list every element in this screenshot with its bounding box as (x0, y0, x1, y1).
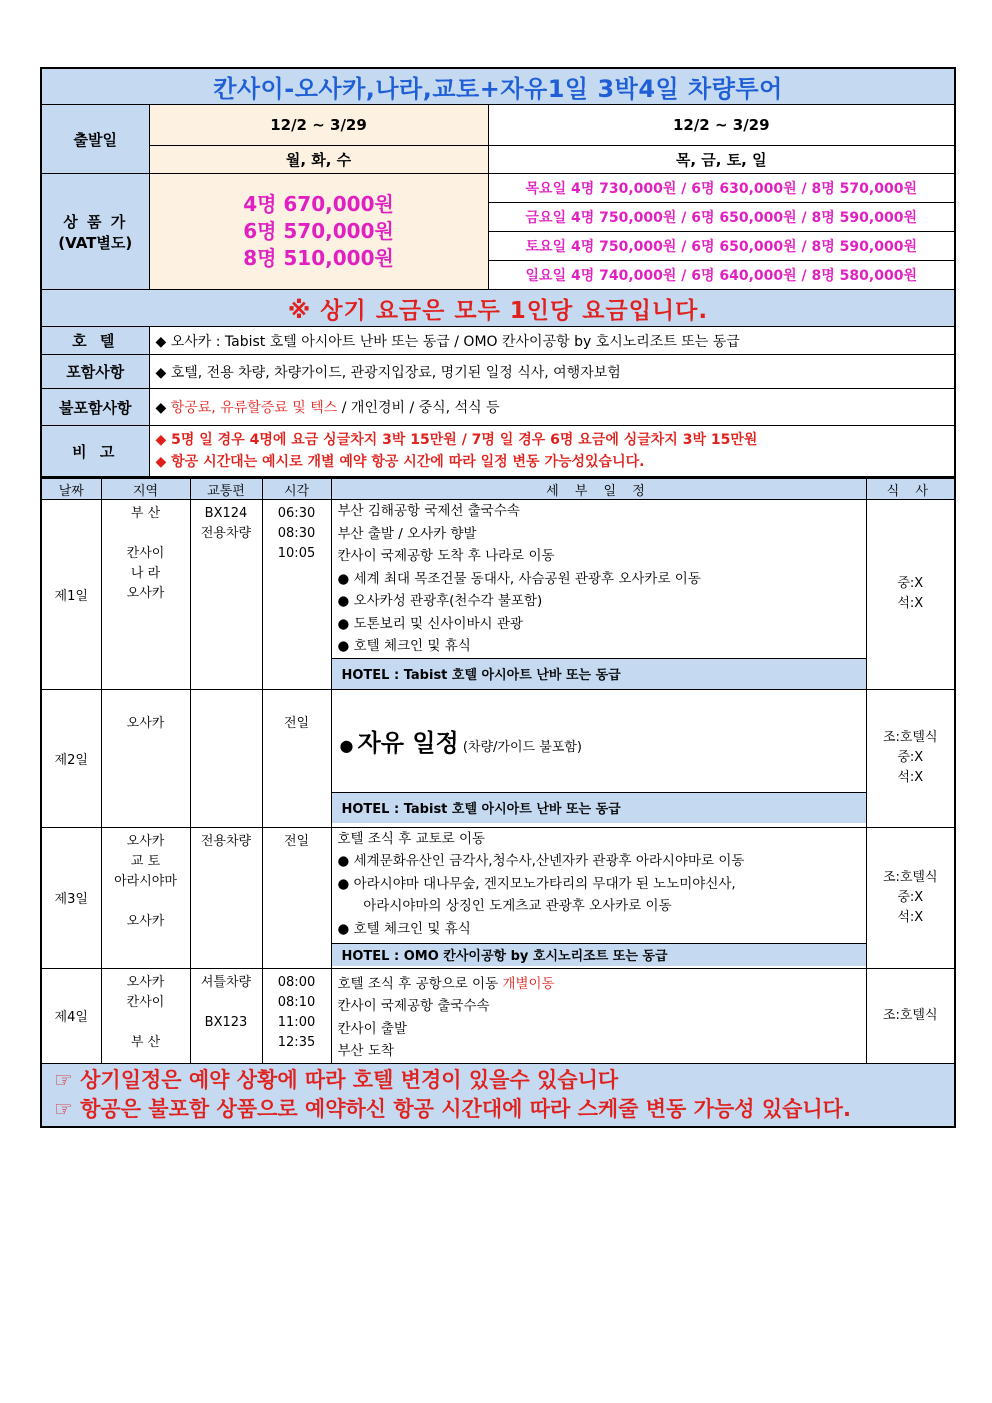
region-line: 오사카 (126, 586, 165, 601)
meal-line: 중:X (897, 750, 924, 765)
region-line: 오사카 (126, 833, 165, 849)
day-3-region (101, 827, 190, 968)
transport-line: 셔틀차량 (200, 974, 252, 990)
schedule-line: ● 세계문화유산인 금각사,청수사,산넨자카 관광후 아라시야마로 이동 (337, 853, 745, 869)
time-line: 08:10 (277, 994, 316, 1010)
region-line: 교 토 (130, 853, 161, 869)
schedule-line: ● 세계 최대 목조건물 동대사, 사슴공원 관광후 오사카로 이동 (337, 570, 701, 587)
meal-line: 석:X (897, 909, 924, 925)
remark-2: ◆ 항공 시간대는 예시로 개별 예약 항공 시간에 따라 일정 변동 가능성있습니다. (155, 454, 645, 470)
schedule-line: 부산 출발 / 오사카 향발 (337, 525, 477, 542)
table-row (41, 968, 955, 1063)
day-2-hotel: HOTEL : Tabist 호텔 아시아트 난바 또는 동급 (332, 792, 866, 823)
schedule-line (338, 973, 866, 996)
price-label-1: 상 품 가 (63, 212, 128, 231)
price-weekday-8: 8명 510,000원 (243, 246, 394, 270)
day-2-label: 제2일 (41, 689, 101, 827)
day-4-schedule (331, 968, 866, 1063)
header-region: 지역 (101, 479, 190, 500)
region-line: 오사카 (126, 974, 165, 990)
hotel-text: ◆ 오사카 : Tabist 호텔 아시아트 난바 또는 동급 / OMO 칸사이공항 by 호시노리조트 또는 동급 (149, 327, 955, 355)
meal-line: 석:X (897, 770, 924, 785)
schedule-line: ● 호텔 체크인 및 휴식 (337, 920, 471, 937)
excluded-text (149, 389, 955, 426)
time-line: 11:00 (277, 1014, 316, 1030)
region-line: 부 산 (130, 506, 161, 521)
day-4-meals (866, 968, 955, 1063)
region-line: 칸사이 (126, 994, 165, 1010)
header-meal: 식 사 (866, 479, 955, 500)
footer-note-1: ☞ 상기일정은 예약 상황에 따라 호텔 변경이 있을수 있습니다 (54, 1067, 619, 1092)
meal-line: 조:호텔식 (882, 1007, 938, 1023)
schedule-line: 부산 도착 (337, 1043, 394, 1059)
departure-label: 출발일 (41, 105, 149, 174)
schedule-line: 아라시야마의 상징인 도게츠교 관광후 오사카로 이동 (337, 898, 672, 914)
region-line: 오사카 (126, 913, 165, 929)
time-line: 12:35 (277, 1034, 316, 1050)
schedule-line: ● 호텔 체크인 및 휴식 (337, 638, 471, 654)
day-1-schedule (331, 500, 866, 690)
footer-notes (41, 1063, 955, 1127)
day-3-label: 제3일 (41, 827, 101, 968)
meal-line: 조:호텔식 (882, 730, 938, 745)
day-3-hotel: HOTEL : OMO 칸사이공항 by 호시노리조트 또는 동급 (332, 943, 866, 966)
time-line: 06:30 (277, 506, 316, 521)
header-time: 시각 (262, 479, 331, 500)
day-1-time (262, 500, 331, 690)
departure-date-2: 12/2 ~ 3/29 (488, 105, 955, 146)
schedule-line: ● 오사카성 관광후(천수각 불포함) (337, 593, 543, 609)
meal-line: 중:X (897, 576, 924, 592)
day-3-transport (190, 827, 262, 968)
day-2-meals (866, 689, 955, 827)
itinerary-header (41, 479, 955, 500)
schedule-line: 칸사이 국제공항 출국수속 (337, 998, 490, 1014)
free-schedule (332, 690, 866, 793)
region-line: 나 라 (130, 566, 161, 581)
price-weekday-6: 6명 570,000원 (243, 219, 394, 243)
day-1-region (101, 500, 190, 690)
day-3-meals (866, 827, 955, 968)
price-label (41, 174, 149, 290)
region-line (102, 1013, 190, 1033)
excluded-label: 불포함사항 (41, 389, 149, 426)
region-line (102, 892, 190, 912)
transport-line: 전용차량 (200, 833, 252, 849)
header-date: 날짜 (41, 479, 101, 500)
schedule-line: 칸사이 출발 (337, 1020, 407, 1037)
price-weekday-4: 4명 670,000원 (243, 192, 394, 216)
day-2-schedule (331, 689, 866, 827)
excluded-rest: / 개인경비 / 중식, 석식 등 (337, 400, 500, 416)
remark-1: ◆ 5명 일 경우 4명에 요금 싱글차지 3박 15만원 / 7명 일 경우 6명 요금에 싱글차지 3박 15만원 (155, 432, 758, 448)
schedule-line: 칸사이 국제공항 도착 후 나라로 이동 (337, 548, 555, 564)
price-sun: 일요일 4명 740,000원 / 6명 640,000원 / 8명 580,000원 (488, 261, 955, 290)
table-row (41, 500, 955, 690)
remarks-label: 비 고 (41, 426, 149, 478)
day-2-time: 전일 (262, 689, 331, 827)
time-line: 08:00 (277, 974, 316, 990)
free-note: (차량/가이드 불포함) (462, 740, 582, 755)
transport-line (191, 1033, 262, 1053)
day-4-time (262, 968, 331, 1063)
price-label-2: (VAT별도) (58, 233, 133, 252)
header-schedule: 세 부 일 정 (331, 479, 866, 500)
transport-line: BX124 (204, 506, 248, 521)
day-2-region: 오사카 (101, 689, 190, 827)
schedule-line: ● 도톤보리 및 신사이바시 관광 (337, 615, 523, 632)
time-line: 08:30 (277, 526, 316, 541)
day-1-label: 제1일 (41, 500, 101, 690)
time-line: 10:05 (277, 546, 316, 561)
meal-line: 중:X (897, 889, 924, 905)
day-2-transport (190, 689, 262, 827)
day-4-region (101, 968, 190, 1063)
page-title: 칸사이-오사카,나라,교토+자유1일 3박4일 차량투어 (41, 68, 955, 105)
included-label: 포함사항 (41, 355, 149, 389)
remarks-text (149, 426, 955, 478)
departure-days-1: 월, 화, 수 (149, 146, 488, 174)
per-person-notice: ※ 상기 요금은 모두 1인당 요금입니다. (41, 290, 955, 327)
meal-line: 석:X (897, 596, 924, 612)
region-line (102, 524, 190, 544)
excluded-red: 항공료, 유류할증료 및 텍스 (170, 400, 338, 416)
transport-line (191, 993, 262, 1013)
schedule-line: 호텔 조식 후 교토로 이동 (337, 830, 486, 847)
transport-line: BX123 (204, 1014, 248, 1030)
region-line: 부 산 (130, 1034, 161, 1050)
time-line: 전일 (283, 833, 310, 849)
individual-move: 개별이동 (502, 975, 555, 992)
region-line: 아라시야마 (114, 873, 177, 889)
day-1-transport (190, 500, 262, 690)
hotel-label: 호 텔 (41, 327, 149, 355)
price-sat: 토요일 4명 750,000원 / 6명 650,000원 / 8명 590,000원 (488, 232, 955, 261)
free-title: 자유 일정 (357, 729, 459, 757)
itinerary-table (40, 478, 956, 1128)
day-3-schedule (331, 827, 866, 968)
region-line: 칸사이 (126, 546, 165, 561)
day-3-time (262, 827, 331, 968)
included-text: ◆ 호텔, 전용 차량, 차량가이드, 관광지입장료, 명기된 일정 식사, 여행자보험 (149, 355, 955, 389)
price-weekday (149, 174, 488, 290)
table-row (41, 827, 955, 968)
transport-line: 전용차량 (200, 526, 252, 541)
schedule-line: 부산 김해공항 국제선 출국수속 (337, 503, 520, 519)
tour-sheet (40, 67, 956, 1128)
info-table (40, 67, 956, 478)
day-4-label: 제4일 (41, 968, 101, 1063)
price-fri: 금요일 4명 750,000원 / 6명 650,000원 / 8명 590,000원 (488, 203, 955, 232)
schedule-first: 호텔 조식 후 공항으로 이동 (337, 975, 503, 992)
bullet: ● (339, 736, 354, 755)
header-transport: 교통편 (190, 479, 262, 500)
departure-date-1: 12/2 ~ 3/29 (149, 105, 488, 146)
departure-days-2: 목, 금, 토, 일 (488, 146, 955, 174)
meal-line: 조:호텔식 (882, 869, 938, 885)
price-thu: 목요일 4명 730,000원 / 6명 630,000원 / 8명 570,000원 (488, 174, 955, 203)
footer-note-2: ☞ 항공은 불포함 상품으로 예약하신 항공 시간대에 따라 스케줄 변동 가능성 있습니다. (54, 1096, 851, 1121)
excluded-prefix: ◆ (155, 400, 171, 416)
schedule-line: ● 아라시야마 대나무숲, 겐지모노가타리의 무대가 된 노노미야신사, (337, 875, 736, 892)
table-row (41, 689, 955, 827)
day-1-meals (866, 500, 955, 690)
day-1-hotel: HOTEL : Tabist 호텔 아시아트 난바 또는 동급 (332, 658, 866, 689)
day-4-transport (190, 968, 262, 1063)
footer-cell (41, 1063, 955, 1127)
